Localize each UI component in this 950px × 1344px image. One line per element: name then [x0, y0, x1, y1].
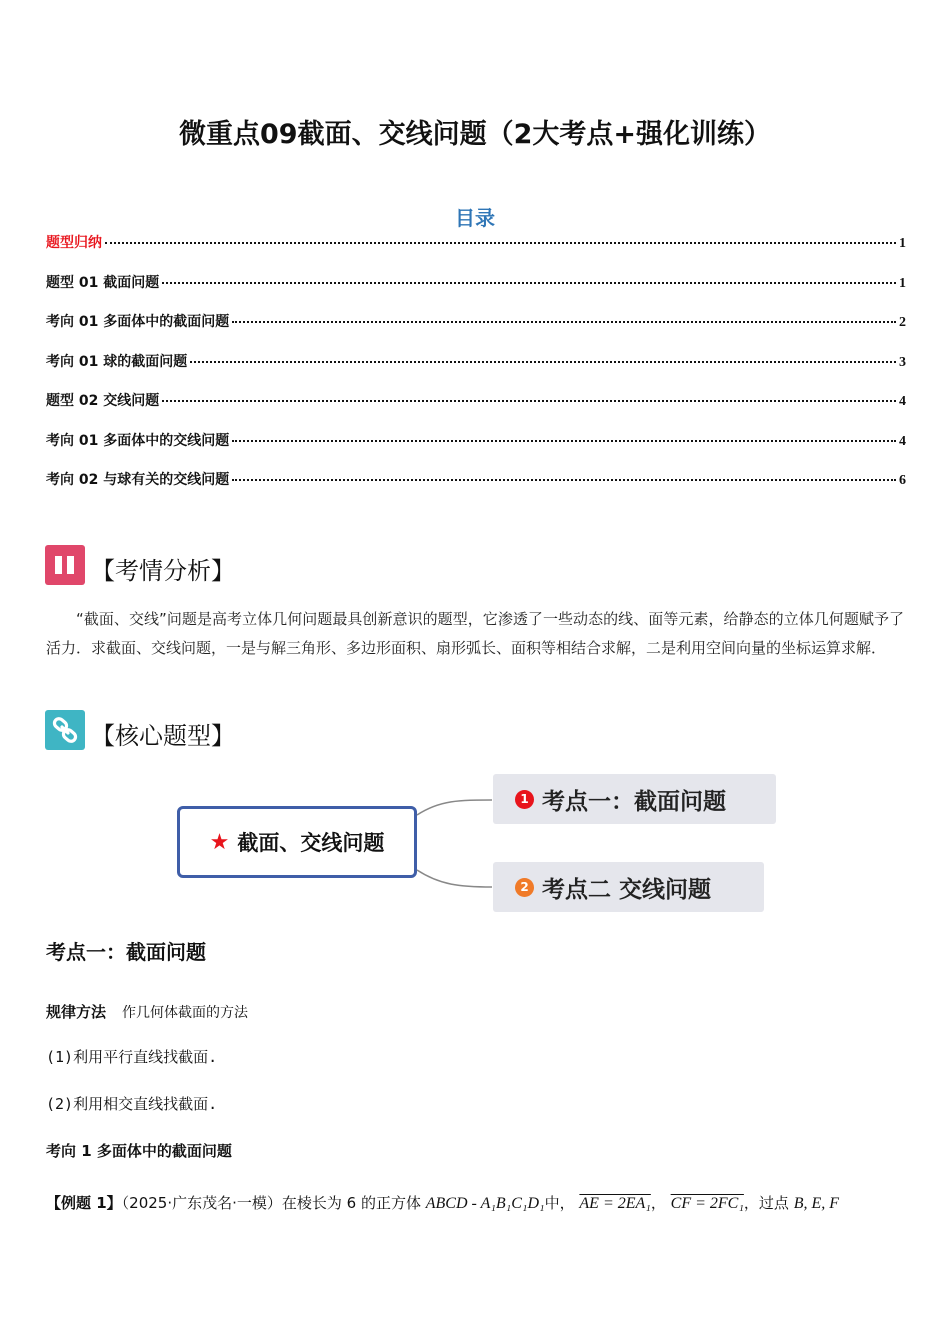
toc-entry-page: 6	[899, 473, 906, 488]
section-title: 【核心题型】	[91, 722, 235, 750]
toc-entry[interactable]	[46, 311, 906, 351]
toc-entry[interactable]	[46, 390, 906, 430]
link-icon	[45, 710, 85, 750]
method-label: 规律方法	[46, 1003, 107, 1021]
toc-heading: 目录	[455, 206, 495, 230]
toc-entry[interactable]	[46, 232, 906, 272]
point-heading: 考点一：截面问题	[46, 940, 206, 964]
toc-entry-page: 3	[899, 354, 906, 370]
example-separator: ，	[650, 1194, 666, 1212]
mind-map-branch-1	[493, 774, 776, 824]
section-header-analysis	[45, 545, 235, 585]
toc-entry[interactable]	[46, 351, 906, 391]
toc-entry-page: 1	[899, 236, 906, 251]
toc-entry[interactable]	[46, 469, 906, 509]
toc-entry-page: 2	[899, 315, 906, 330]
example-source: （2025·广东茂名·一模）在棱长为 6 的正方体	[121, 1194, 421, 1212]
toc-leader	[162, 400, 896, 402]
subheading: 考向 1 多面体中的截面问题	[46, 1142, 232, 1160]
mind-map-branch-2	[493, 862, 764, 912]
document-title: 微重点09截面、交线问题（2大考点+强化训练）	[179, 119, 771, 150]
section-header-core	[45, 710, 235, 750]
toc-leader	[105, 242, 896, 244]
method-step-2: (2)利用相交直线找截面.	[46, 1095, 218, 1113]
method-line	[46, 1001, 248, 1022]
vector-equation-2: CF = 2FC₁	[670, 1195, 744, 1212]
toc-entry[interactable]	[46, 272, 906, 312]
toc-entry-label: 考向 01 球的截面问题	[46, 353, 188, 370]
table-of-contents	[46, 232, 906, 509]
toc-leader	[232, 479, 896, 481]
number-badge: 1	[515, 790, 534, 809]
mind-map	[170, 770, 790, 920]
example-1	[46, 1192, 839, 1213]
toc-entry-page: 4	[899, 433, 906, 449]
point-list: B, E, F	[793, 1195, 840, 1212]
number-badge: 2	[515, 878, 534, 897]
toc-entry[interactable]	[46, 430, 906, 470]
toc-entry-label: 题型 01 截面问题	[46, 274, 160, 291]
branch-label: 考点二 交线问题	[542, 876, 712, 903]
toc-leader	[232, 321, 896, 323]
example-text: ，过点	[743, 1194, 789, 1212]
star-icon: ★	[209, 829, 230, 855]
vector-equation-1: AE = 2EA₁	[579, 1195, 651, 1212]
example-text: 中，	[544, 1194, 575, 1212]
cube-notation: ABCD - A₁B₁C₁D₁	[425, 1195, 545, 1212]
toc-leader	[190, 361, 896, 363]
example-label: 【例题 1】	[46, 1194, 122, 1212]
toc-entry-label: 题型归纳	[46, 235, 102, 251]
chart-bars-icon	[45, 545, 85, 585]
section-title: 【考情分析】	[91, 557, 235, 585]
toc-entry-label: 题型 02 交线问题	[46, 393, 160, 409]
analysis-paragraph: “截面、交线”问题是高考立体几何问题最具创新意识的题型，它渗透了一些动态的线、面等元素，给静态的立体几何题赋予了活力．求截面、交线问题，一是与解三角形、多边形面积、扇形弧长、面积等相结合求解，二是利用空间向量的坐标运算求解．	[46, 610, 904, 657]
toc-entry-page: 1	[899, 275, 906, 291]
mind-map-center	[177, 806, 417, 878]
branch-label: 考点一：截面问题	[542, 788, 726, 815]
method-step-1: (1)利用平行直线找截面.	[46, 1048, 218, 1066]
toc-entry-label: 考向 01 多面体中的交线问题	[46, 432, 230, 449]
toc-entry-label: 考向 01 多面体中的截面问题	[46, 314, 230, 330]
toc-leader	[162, 282, 896, 284]
mind-map-center-label: 截面、交线问题	[237, 831, 385, 855]
toc-leader	[232, 440, 896, 442]
toc-entry-page: 4	[899, 394, 906, 409]
toc-entry-label: 考向 02 与球有关的交线问题	[46, 472, 230, 488]
method-text: 作几何体截面的方法	[122, 1005, 249, 1021]
